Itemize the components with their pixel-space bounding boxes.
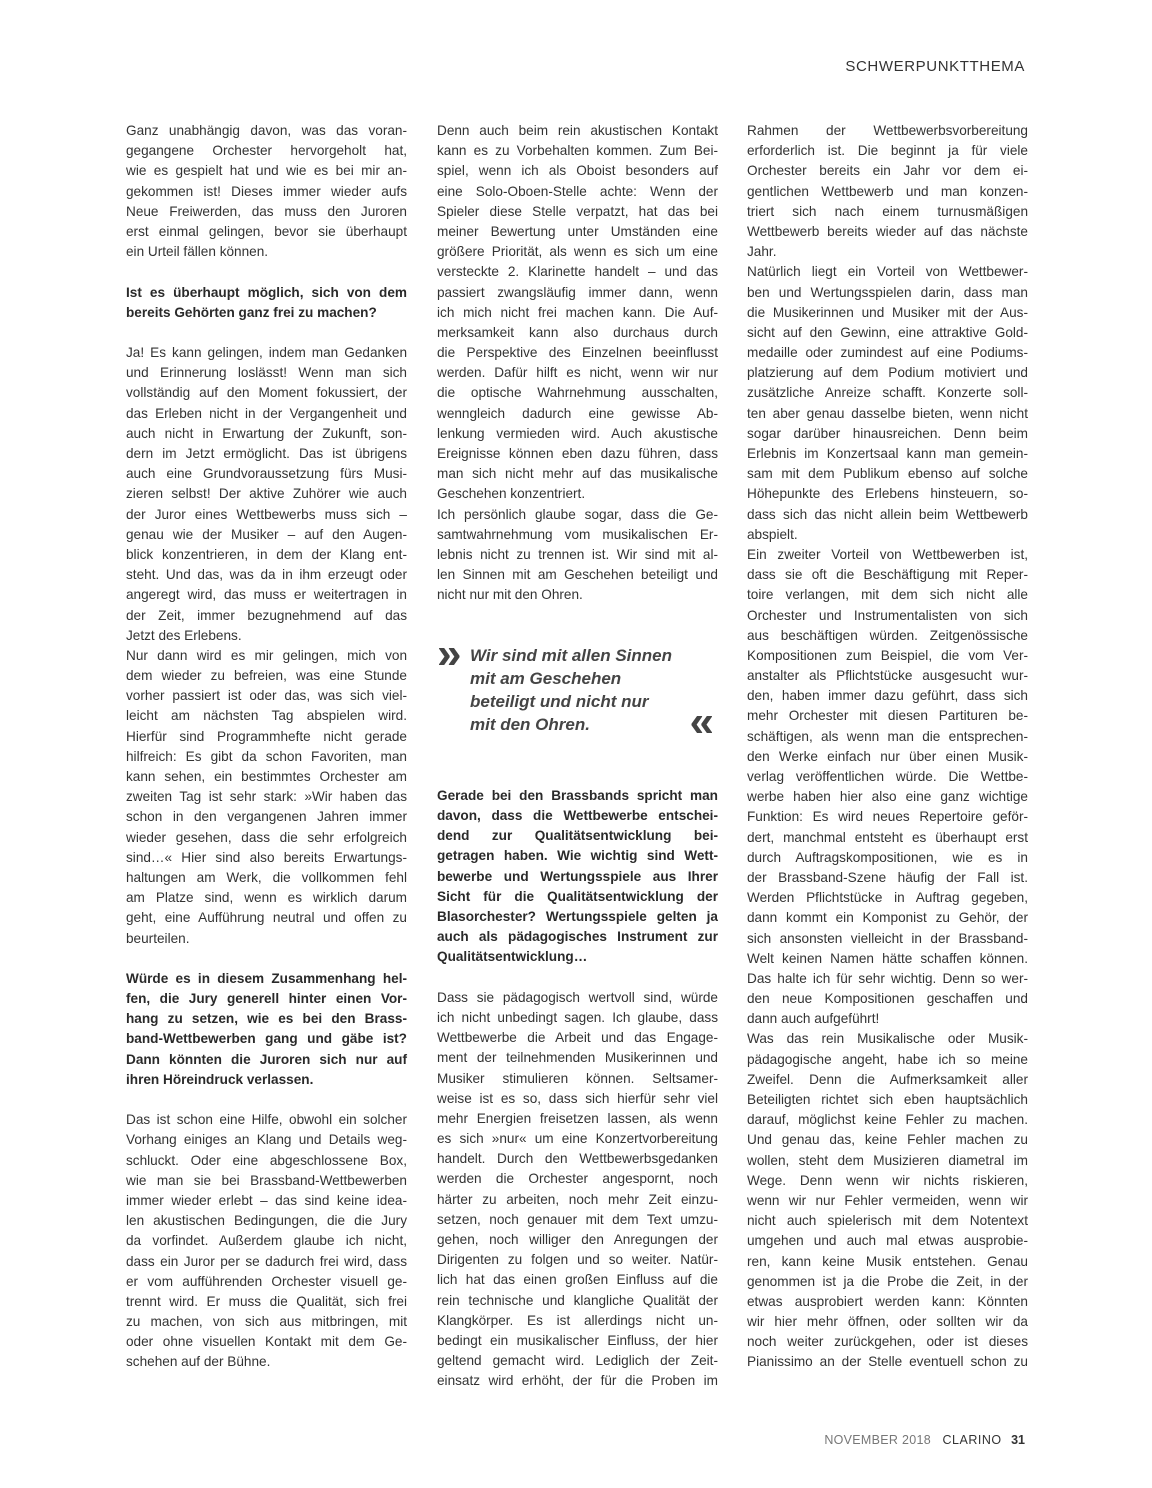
body-paragraph (126, 343, 407, 646)
text-line: dend zur Qualitätsentwicklung bei- (437, 828, 718, 844)
body-paragraph (437, 505, 718, 606)
pull-quote-text (470, 644, 672, 736)
text-line: Funktion: Es wird neues Repertoire geför- (747, 809, 1028, 825)
text-line: steht. Und das, was da in ihm erzeugt oder (126, 567, 407, 583)
text-line: Musiker stimulieren können. Seltsamer- (437, 1070, 718, 1086)
text-line: Und genau das, keine Fehler machen zu (747, 1132, 1028, 1148)
text-line: vorher passiert ist oder das, was sich viel- (126, 688, 407, 704)
text-line: nicht auch spielerisch mit dem Notentext (747, 1213, 1028, 1229)
text-line: dern im Jetzt ermöglicht. Das ist übrigens (126, 446, 407, 461)
section-header: SCHWERPUNKTTHEMA (845, 58, 1025, 75)
text-line: sich ansonsten vielleicht in der Brassband- (747, 930, 1028, 946)
text-line: Erlebnis im Konzertsaal kann man gemein- (747, 446, 1028, 461)
text-line: mehr Energien freisetzen lassen, als wenn (437, 1110, 718, 1126)
text-line: der Juror eines Wettbewerbs muss sich – (126, 506, 407, 522)
text-line: sicht auf den Gewinn, eine attraktive Gold- (747, 324, 1028, 340)
text-line: Wettbewerbe die Arbeit und das Engage- (437, 1030, 718, 1046)
text-line: abspielt. (747, 526, 798, 542)
text-line: er vom aufführenden Orchester visuell ge- (126, 1273, 407, 1289)
interview-question (437, 786, 718, 968)
text-line: pädagogische angeht, habe ich so meine (747, 1051, 1028, 1067)
text-line: Sicht für die Qualitätsentwicklung der (437, 888, 718, 904)
text-line: bedingt ein musikalischer Einfluss, der hier (437, 1332, 718, 1348)
pull-quote (437, 628, 718, 766)
text-line: Pianissimo an der Stelle eventuell schon zu (747, 1354, 1028, 1370)
text-line: Werden Pflichtstücke in Auftrag gegeben, (747, 890, 1028, 906)
text-line: Gerade bei den Brassbands spricht man (437, 787, 718, 803)
text-line: der Brassband-Szene häufig der Fall ist. (747, 869, 1028, 885)
interview-question (126, 969, 407, 1090)
body-paragraph (126, 646, 407, 949)
text-line: Das halte ich für sehr wichtig. Denn so wer- (747, 970, 1028, 986)
paragraph-spacer (126, 262, 407, 282)
text-line: durch Auftragskompositionen, wie es in (747, 849, 1028, 865)
text-line: hang zu setzen, wie es bei den Brass- (126, 1011, 407, 1027)
text-line: ihren Höreindruck verlassen. (126, 1071, 314, 1087)
text-line: genau wie der Musiker – auf den Augen- (126, 526, 407, 542)
text-line: Kompositionen zum Beispiel, die vom Ver- (747, 647, 1028, 663)
text-line: triert sich nach einem turnusmäßigen (747, 203, 1028, 219)
pull-quote-line: mit am Geschehen (470, 668, 622, 688)
text-line: lebnis nicht zu trennen ist. Wir sind mit al- (437, 546, 718, 562)
column-3 (747, 121, 1028, 1373)
text-line: blick konzentrieren, in dem der Klang ent- (126, 546, 407, 562)
text-line: Würde es in diesem Zusammenhang hel- (126, 970, 407, 986)
open-quote-icon: » (437, 628, 462, 678)
body-paragraph (126, 121, 407, 262)
text-line: dert, manchmal entsteht es überhaupt erst (747, 829, 1028, 845)
text-line: Dann könnten die Juroren sich nur auf (126, 1051, 407, 1067)
text-line: zieren selbst! Der aktive Zuhörer wie auch (126, 486, 407, 502)
text-line: Nur dann wird es mir gelingen, mich von (126, 647, 407, 663)
body-paragraph (747, 262, 1028, 545)
text-line: rein technische und klangliche Qualität der (437, 1292, 718, 1308)
text-line: schehen auf der Bühne. (126, 1354, 271, 1370)
text-line: angeregt wird, das muss er weitertragen in (126, 587, 407, 603)
text-line: ten aber genau dasselbe bieten, wenn nicht (747, 405, 1028, 421)
text-line: Vorhang einiges an Klang und Details weg- (126, 1132, 407, 1148)
text-line: Was das rein Musikalische oder Musik- (747, 1031, 1028, 1047)
text-line: toire verlangen, mit dem sich nicht alle (747, 587, 1028, 603)
pull-quote-line: mit den Ohren. (470, 714, 590, 734)
text-line: auch eine Grundvoraussetzung fürs Musi- (126, 466, 407, 482)
text-line: Hierfür sind Programmhefte nicht gerade (126, 728, 407, 744)
text-line: ment der teilnehmenden Musikerinnen und (437, 1050, 718, 1066)
text-line: da vorfindet. Außerdem glaube ich nicht, (126, 1233, 407, 1249)
text-line: einsatz wird erhöht, der für die Proben im (437, 1373, 718, 1389)
text-line: umgehen und auch mal etwas ausprobie- (747, 1233, 1028, 1249)
text-line: spiel, wenn ich als Oboist besonders auf (437, 163, 718, 179)
text-line: noch weiter zurückgehen, oder ist dieses (747, 1334, 1028, 1350)
paragraph-spacer (437, 968, 718, 988)
text-line: wollen, steht dem Musizieren diametral im (747, 1152, 1028, 1168)
text-line: lich hat das einen großen Einfluss auf die (437, 1272, 718, 1288)
text-line: samtwahrnehmung vom musikalischen Er- (437, 526, 718, 542)
text-line: Blasorchester? Wertungsspiele gelten ja (437, 909, 718, 924)
close-quote-icon: « (689, 696, 714, 746)
text-line: passiert zwangsläufig immer dann, wenn (437, 284, 718, 300)
text-line: band-Wettbewerben gang und gäbe ist? (126, 1031, 407, 1047)
paragraph-spacer (126, 323, 407, 343)
paragraph-spacer (126, 1090, 407, 1110)
text-line: gegangene Orchester hervorgeholt hat, (126, 143, 407, 159)
text-line: die optische Wahrnehmung ausschalten, (437, 385, 718, 401)
text-line: dann kommt ein Komponist zu Gehör, der (747, 910, 1028, 926)
text-line: eine Solo-Oboen-Stelle achte: Wenn der (437, 183, 718, 199)
text-line: Natürlich liegt ein Vorteil von Wettbewer- (747, 264, 1028, 280)
text-line: Dirigenten zu folgen und so weiter. Natür- (437, 1252, 718, 1268)
text-line: geltend gemacht wird. Lediglich der Zeit- (437, 1353, 718, 1369)
text-line: sind…« Hier sind also bereits Erwartungs- (126, 849, 407, 865)
text-line: Orchester bereits ein Jahr vor dem ei- (747, 163, 1028, 179)
text-line: anstalter als Pflichtstücke ausgesucht wur- (747, 668, 1028, 684)
text-line: ren, kann keine Musik entstehen. Genau (747, 1253, 1028, 1269)
column-1 (126, 121, 407, 1373)
text-line: bereits Gehörten ganz frei zu machen? (126, 304, 377, 320)
text-line: am Platze sind, wenn es wirklich darum (126, 890, 407, 906)
text-line: Ist es überhaupt möglich, sich von dem (126, 284, 407, 300)
text-line: Dass sie pädagogisch wertvoll sind, würde (437, 989, 718, 1005)
text-line: der Zeit, immer bezugnehmend auf das (126, 607, 407, 623)
text-line: merksamkeit kann also durchaus durch (437, 324, 718, 340)
body-paragraph (126, 1110, 407, 1372)
text-line: die Musikerinnen und Musiker mit der Aus- (747, 304, 1028, 320)
text-line: versteckte 2. Klarinette handelt – und das (437, 264, 718, 280)
text-line: verlag veröffentlichen würde. Die Wettbe- (747, 769, 1028, 784)
text-line: darauf, möglichst keine Fehler zu machen. (747, 1112, 1028, 1128)
text-line: den Werke einfach nur über einen Musik- (747, 748, 1028, 764)
text-line: geht, eine Aufführung neutral und offen zu (126, 910, 407, 926)
text-line: schluckt. Oder eine abgeschlossene Box, (126, 1152, 407, 1168)
text-line: Ich persönlich glaube sogar, dass die Ge- (437, 506, 718, 522)
issue-date: NOVEMBER 2018 (824, 1433, 932, 1447)
text-line: Orchester und Instrumentalisten von sich (747, 607, 1028, 623)
text-line: Das ist schon eine Hilfe, obwohl ein solcher (126, 1112, 407, 1128)
text-line: leicht am nächsten Tag abspielen wird. (126, 708, 407, 724)
text-line: Jetzt des Erlebens. (126, 627, 242, 643)
text-line: vollständig auf den Moment fokussiert, der (126, 385, 407, 401)
text-line: werden die Orchester angespornt, noch (437, 1171, 718, 1187)
text-line: dass sie oft die Beschäftigung mit Reper- (747, 567, 1028, 583)
paragraph-spacer (126, 949, 407, 969)
text-line: wenngleich dadurch eine gewisse Ab- (437, 405, 718, 421)
text-line: es sich »nur« um eine Konzertvorbereitung (437, 1131, 718, 1147)
text-line: Ein zweiter Vorteil von Wettbewerben ist, (747, 546, 1028, 562)
text-line: dann auch aufgeführt! (747, 1011, 880, 1027)
text-line: das Erleben nicht in der Vergangenheit und (126, 405, 407, 421)
text-line: wie es gespielt hat und wie es bei mir an- (126, 163, 407, 179)
page-number: 31 (1011, 1433, 1025, 1447)
magazine-name: CLARINO (942, 1433, 1002, 1447)
text-line: ich mich nicht frei machen kann. Die Auf- (437, 304, 718, 320)
text-line: Welt keinen Namen hätte schaffen können. (747, 950, 1028, 966)
text-line: lenkung vermieden wird. Auch akustische (437, 425, 718, 441)
text-line: Beteiligten richtet sich eben hauptsächlich (747, 1092, 1028, 1107)
body-paragraph (747, 121, 1028, 262)
text-line: härter zu arbeiten, noch mehr Zeit einzu- (437, 1191, 718, 1207)
text-line: sam mit dem Publikum ebenso auf solche (747, 466, 1028, 482)
text-line: wenn wir nur Fehler vermeiden, wenn wir (747, 1192, 1028, 1208)
text-line: den, haben immer dazu geführt, dass sich (747, 688, 1028, 704)
text-line: gekommen ist! Dieses immer wieder aufs (126, 183, 407, 199)
text-line: hilfreich: Es gibt da schon Favoriten, man (126, 748, 407, 764)
body-paragraph (747, 1029, 1028, 1372)
text-line: dass sich das nicht allein beim Wettbewerb (747, 506, 1028, 522)
text-line: Wettbewerb bereits wieder auf das nächste (747, 223, 1028, 239)
text-line: zweiten Tag ist sehr stark: »Wir haben das (126, 789, 407, 805)
text-line: bewerbe und Wertungsspiele aus Ihrer (437, 868, 718, 884)
text-line: Neue Freiwerden, das muss den Juroren (126, 203, 407, 219)
text-line: kann sehen, ein bestimmtes Orchester am (126, 769, 407, 784)
text-line: Jahr. (747, 244, 777, 260)
text-line: nicht nur mit den Ohren. (437, 587, 583, 603)
text-line: ein Urteil fällen können. (126, 244, 269, 260)
text-line: len akustischen Bedingungen, die die Jury (126, 1213, 407, 1229)
text-line: erst einmal gelingen, bevor sie überhaupt (126, 223, 407, 239)
text-line: die Perspektive des Einzelnen beeinflusst (437, 345, 718, 361)
column-2 (437, 121, 718, 1392)
body-paragraph (437, 988, 718, 1392)
text-line: wieder gesehen, dass die sehr erfolgreich (126, 829, 407, 845)
text-line: Ganz unabhängig davon, was das voran- (126, 123, 407, 138)
text-line: den neue Kompositionen geschaffen und (747, 991, 1028, 1007)
text-line: Rahmen der Wettbewerbsvorbereitung (747, 123, 1028, 138)
text-line: werden. Dafür hilft es nicht, wenn wir nur (437, 365, 718, 381)
text-line: dem wieder zu befreien, was eine Stunde (126, 668, 407, 684)
text-line: Höhepunkte des Erlebens hinsteuern, so- (747, 486, 1028, 502)
text-line: schäftigen, als wenn man die entsprechen- (747, 728, 1028, 744)
text-line: wir hier mehr öffnen, oder sollten wir da (747, 1314, 1028, 1330)
text-line: getragen haben. Wie wichtig sind Wett- (437, 848, 718, 864)
text-line: genommen ist ja die Probe die Zeit, in der (747, 1273, 1028, 1289)
text-line: trennt wird. Er muss die Qualität, sich frei (126, 1293, 407, 1309)
text-line: Geschehen konzentriert. (437, 486, 586, 502)
text-line: Ja! Es kann gelingen, indem man Gedanken (126, 345, 407, 361)
text-line: haltungen am Werk, die vollkommen fehl (126, 869, 407, 885)
text-line: Ereignisse können eben dazu führen, dass (437, 446, 718, 461)
text-line: zu machen, von sich aus mitbringen, mit (126, 1314, 407, 1330)
body-paragraph (437, 121, 718, 505)
text-line: beurteilen. (126, 930, 190, 946)
text-line: schon in den vergangenen Jahren immer (126, 809, 407, 825)
text-line: Qualitätsentwicklung… (437, 949, 588, 965)
page-footer (824, 1433, 1025, 1447)
paragraph-spacer (437, 766, 718, 786)
text-line: und Erinnerung loslässt! Wenn man sich (126, 365, 407, 381)
text-line: medaille oder zumindest auf eine Podiums- (747, 345, 1028, 361)
text-line: setzen, noch genauer mit dem Text umzu- (437, 1211, 718, 1227)
text-line: Denn auch beim rein akustischen Kontakt (437, 123, 718, 138)
text-line: zusätzliche Anreize schafft. Konzerte soll- (747, 385, 1028, 401)
interview-question (126, 283, 407, 323)
text-line: davon, dass die Wettbewerbe entschei- (437, 808, 718, 824)
text-line: etwas ausprobiert werden kann: Könnten (747, 1293, 1028, 1309)
text-line: werbe haben hier also eine ganz wichtige (747, 789, 1028, 805)
body-paragraph (747, 545, 1028, 1030)
text-line: Spieler diese Stelle verpatzt, hat das bei (437, 203, 718, 219)
text-line: größere Priorität, als wenn es sich um eine (437, 244, 718, 260)
text-line: auch nicht in Erwartung der Zukunft, son- (126, 425, 407, 441)
text-line: gehen, noch williger den Anregungen der (437, 1232, 718, 1247)
text-line: ben und Wertungsspielen darin, dass man (747, 284, 1028, 300)
text-line: fen, die Jury generell hinter einen Vor- (126, 991, 407, 1007)
pull-quote-line: beteiligt und nicht nur (470, 691, 649, 711)
text-line: len Sinnen mit am Geschehen beteiligt und (437, 567, 718, 583)
text-line: weise ist es so, dass sich hierfür sehr viel (437, 1090, 718, 1106)
text-line: platzierung auf dem Podium motiviert und (747, 365, 1028, 381)
text-line: gentlichen Wettbewerb und man konzen- (747, 183, 1028, 199)
text-line: mehr Orchester mit diesen Partituren be- (747, 708, 1028, 724)
text-line: immer wieder erlebt – das sind keine idea- (126, 1192, 407, 1208)
text-line: Wege. Denn wenn wir nichts riskieren, (747, 1172, 1028, 1188)
text-line: ich nicht unbedingt sagen. Ich glaube, dass (437, 1009, 718, 1025)
text-line: handelt. Durch den Wettbewerbsgedanken (437, 1151, 718, 1167)
text-line: meiner Bewertung unter Umständen eine (437, 223, 718, 239)
text-line: erforderlich ist. Die beginnt ja für viele (747, 143, 1028, 159)
text-line: wie man sie bei Brassband-Wettbewerben (126, 1172, 407, 1188)
text-line: Klangkörper. Es ist allerdings nicht un- (437, 1312, 718, 1328)
text-line: dass ein Juror per se dadurch frei wird, dass (126, 1253, 407, 1269)
text-line: aus beschäftigen würden. Zeitgenössische (747, 627, 1028, 643)
paragraph-spacer (437, 606, 718, 626)
text-line: auch als pädagogisches Instrument zur (437, 929, 718, 945)
text-line: man sich nicht mehr auf das musikalische (437, 466, 718, 482)
text-line: oder ohne visuellen Kontakt mit dem Ge- (126, 1334, 407, 1350)
text-line: kann es zu Vorbehalten kommen. Zum Bei- (437, 143, 718, 159)
text-line: sogar darüber hinausreichen. Denn beim (747, 425, 1028, 441)
pull-quote-line: Wir sind mit allen Sinnen (470, 645, 672, 665)
text-line: Zweifel. Denn die Aufmerksamkeit aller (747, 1071, 1028, 1087)
